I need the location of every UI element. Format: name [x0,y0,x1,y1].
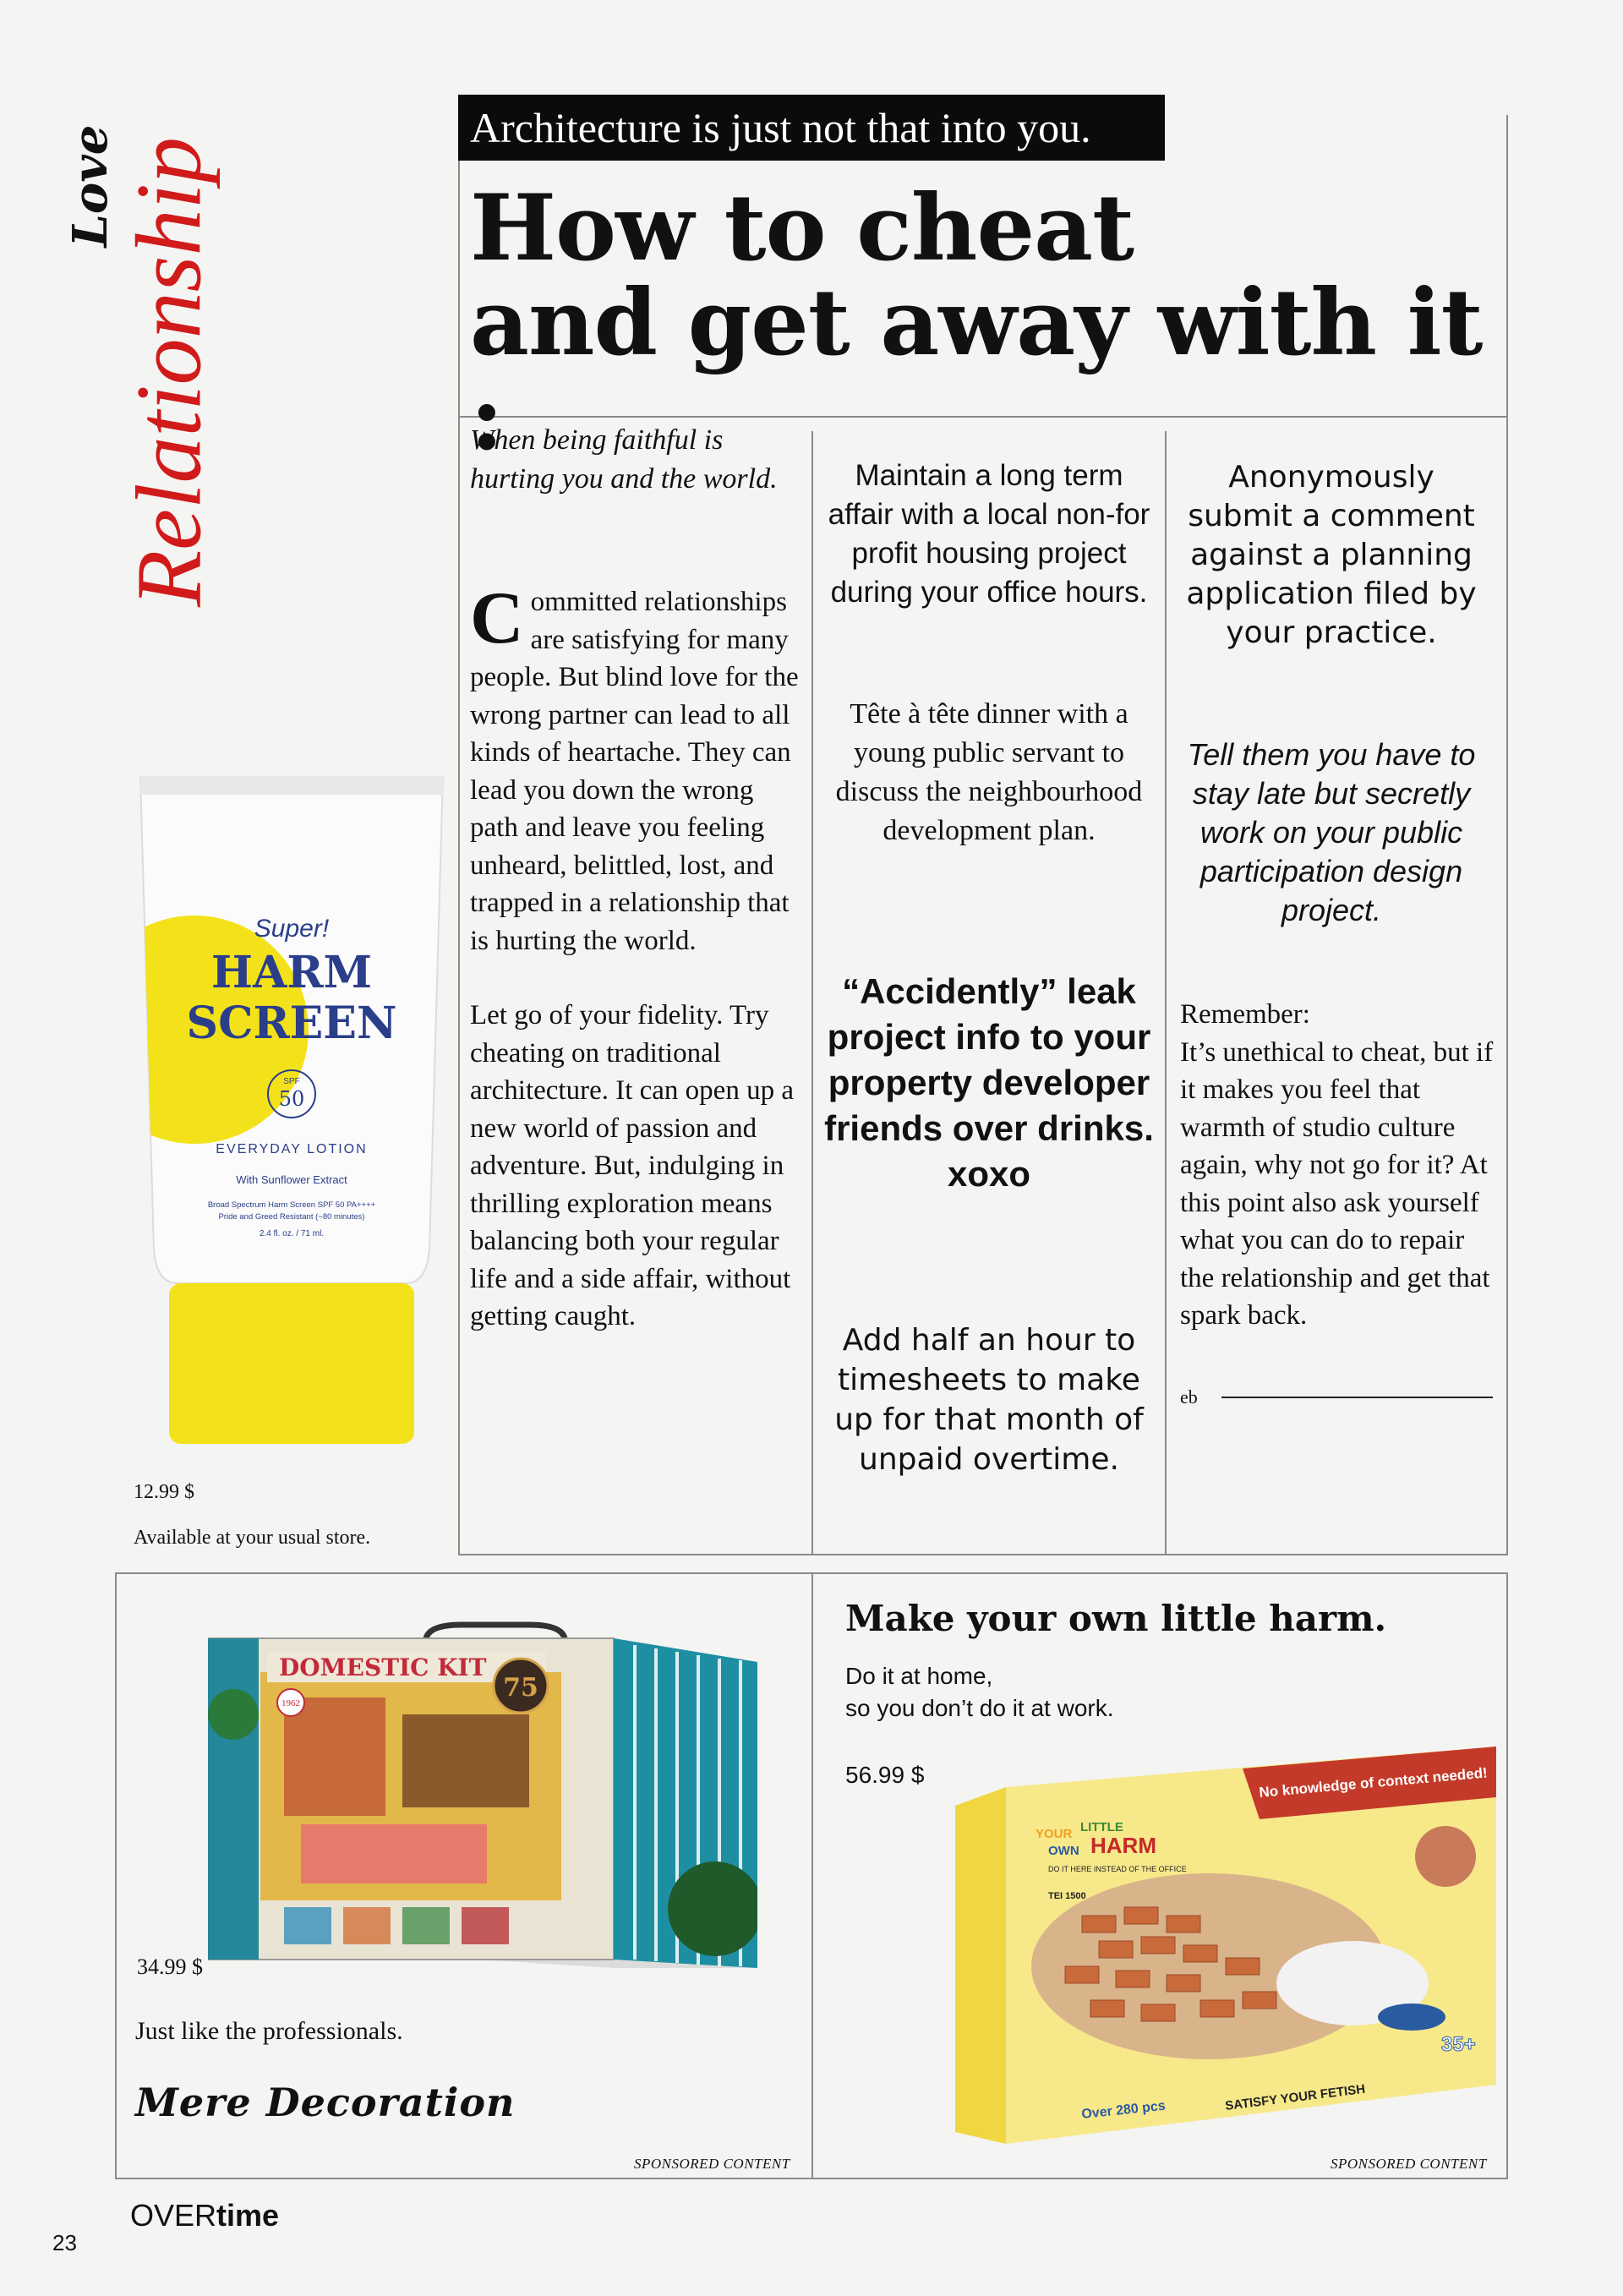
sponsored-label-right: SPONSORED CONTENT [1331,2156,1487,2172]
domestic-kit-box-image [208,1621,757,1968]
side-love-text: Love [63,124,118,248]
paragraph-1 [470,577,808,959]
kit-thumb-1 [284,1907,331,1944]
brick-kit-subtitle [845,1660,1114,1725]
headline-line-2: and get away with it : [470,270,1483,471]
bottom-box-right [1506,1572,1508,2179]
brick-box-harm: HARM [1090,1833,1156,1858]
brick-kit-box-image [955,1747,1496,2144]
tip-timesheets: Add half an hour to timesheets to make up for that month of unpaid overtime. [834,1323,1144,1477]
signature-initials: eb [1180,1386,1198,1408]
kit-thumb-4 [462,1907,509,1944]
kit-room-cabinet [402,1714,529,1807]
tip-leak: “Accidently” leak project info to your property developer friends over drinks. xoxo [824,971,1154,1194]
article-body [470,577,808,1336]
magazine-brand [130,2198,279,2233]
brick-box-little: LITTLE [1080,1820,1123,1834]
kit-title: DOMESTIC KIT [279,1654,487,1681]
tube-crimp [140,776,443,795]
drop-cap: C [470,577,524,659]
kit-handle [426,1625,565,1638]
sunscreen-tube-image [135,776,448,1444]
brand-suffix: time [216,2198,280,2233]
sponsored-label-left: SPONSORED CONTENT [634,2156,790,2172]
brick-box-over: Over 280 pcs [1080,2098,1167,2122]
tip-anonymous-comment: Anonymously submit a comment against a planning application filed by your practice. [1186,460,1477,650]
sunscreen-availability: Available at your usual store. [134,1527,371,1549]
kit-year: 1962 [281,1698,300,1708]
column-divider-1 [812,431,813,1555]
side-label-relationship [118,101,220,642]
tube-type: EVERYDAY LOTION [216,1142,368,1156]
bottom-box-left [115,1572,117,2179]
page-number: 23 [52,2230,77,2255]
brick-box-side [955,1787,1006,2144]
brand-prefix: OVER [130,2198,217,2233]
brick-kit-price: 56.99 $ [845,1762,925,1788]
side-relationship-text: Relationship [117,136,221,608]
brick-box-tagline: DO IT HERE INSTEAD OF THE OFFICE [1048,1865,1187,1873]
brick-box-photo-hand [1415,1826,1476,1887]
brick-box-your: YOUR [1036,1827,1073,1841]
frame-line-left [458,161,460,1555]
kicker: Architecture is just not that into you. [458,95,1165,161]
tube-name-line1: HARM [210,947,373,998]
brick-kit-title: Make your own little harm. [845,1598,1387,1639]
spf-value: 50 [278,1087,305,1111]
remember-title: Remember: [1180,999,1310,1030]
bottom-box-divider [812,1572,813,2179]
tube-cap [169,1283,414,1444]
tube-volume: 2.4 fl. oz. / 71 ml. [259,1229,325,1238]
spf-label: SPF [283,1077,300,1086]
brick-box-satisfy: SATISFY YOUR FETISH [1224,2081,1366,2113]
domestic-kit-price: 34.99 $ [137,1954,203,1979]
signature-rule [1221,1397,1493,1398]
section-divider-top [458,1554,1508,1555]
tube-name-line2: SCREEN [186,998,397,1049]
brick-box-count: 35+ [1441,2033,1476,2056]
kit-tree-shape [208,1689,259,1740]
tip-housing-affair: Maintain a long term affair with a local non-for profit housing project during your office hours. [828,459,1150,609]
kit-tree-panel [208,1638,259,1960]
tip-dinner: Tête à tête dinner with a young public servant to discuss the neighbourhood development plan. [835,698,1143,846]
headline-line-1: How to cheat [470,175,1134,282]
tube-extract: With Sunflower Extract [236,1173,347,1186]
domestic-kit-brand: Mere Decoration [135,2080,516,2125]
tube-brand-top: Super! [254,915,330,943]
mortar-bowl [1378,2004,1445,2031]
tip-stay-late: Tell them you have to stay late but secretly work on your public participation design project. [1187,737,1476,927]
paragraph-1-text: ommitted relationships are satisfying for many people. But blind love for the wrong partner can lead to all kinds of heartache. They can lead you down the wrong path and leave you feeling unheard, belittled, lost, and trapped in a relationship that is hurting the world. [470,587,799,956]
tube-fine-print-1: Broad Spectrum Harm Screen SPF 50 PA++++ [207,1200,376,1210]
remember-block [1180,996,1501,1335]
remember-body: It’s unethical to cheat, but if it makes you feel that warmth of studio culture again, why not go for it? At this point also ask yourself what you can do to repair the relationship and get that spark back. [1180,1036,1494,1331]
brick-box-banner-text: No knowledge of context needed! [1258,1764,1489,1801]
sunscreen-price: 12.99 $ [134,1481,194,1503]
tube-fine-print-2: Pride and Greed Resistant (~80 minutes) [218,1212,365,1222]
brick-kit-subtitle-line2: so you don’t do it at work. [845,1695,1114,1721]
brick-kit-subtitle-line1: Do it at home, [845,1663,993,1689]
column-divider-2 [1165,431,1167,1555]
kit-room-shelf [284,1697,385,1816]
domestic-kit-tagline: Just like the professionals. [135,2017,403,2045]
signature-line [1180,1386,1493,1408]
kit-thumb-2 [343,1907,391,1944]
kit-badge-number: 75 [503,1673,538,1703]
intro-text: When being faithful is hurting you and the world. [470,424,778,495]
brick-box-own: OWN [1048,1844,1079,1858]
paragraph-2: Let go of your fidelity. Try cheating on traditional architecture. It can open up a new world of passion and adventure. But, indulging in thrilling exploration means balancing both your regular life and a side affair, without getting caught. [470,1000,794,1331]
kit-thumb-3 [402,1907,450,1944]
brick-box-code: TEI 1500 [1048,1891,1086,1901]
kit-room-rug [301,1824,487,1883]
